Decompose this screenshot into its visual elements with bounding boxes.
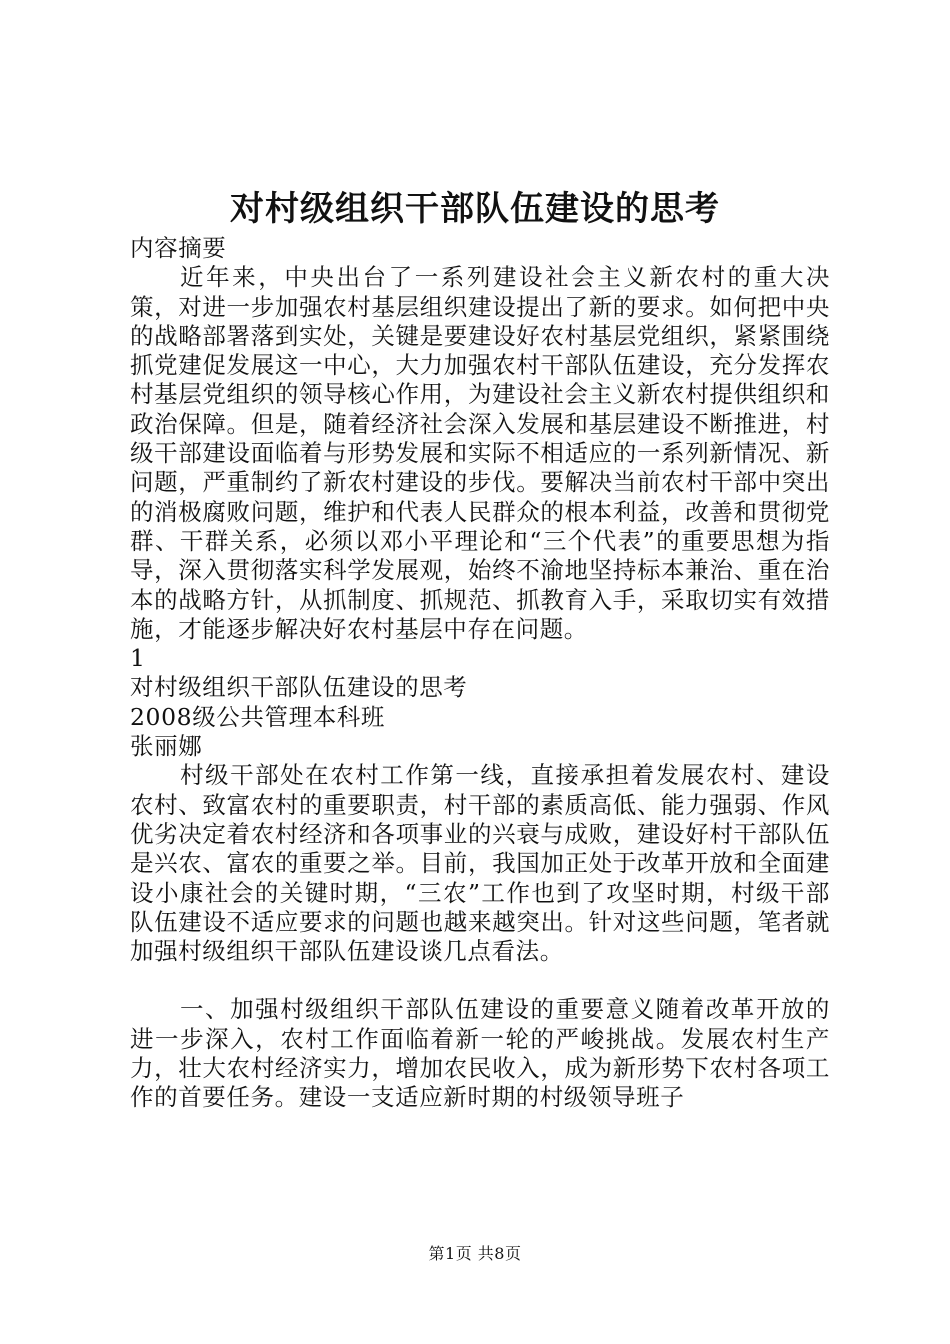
paragraph-spacer [130, 966, 830, 995]
author-name: 张丽娜 [130, 732, 203, 761]
section1-paragraph: 一、加强村级组织干部队伍建设的重要意义随着改革开放的进一步深入，农村工作面临着新一轮的严峻挑战。发展农村生产力，壮大农村经济实力，增加农民收入，成为新形势下农村各项工作的首要任务。建设一支适应新时期的村级领导班子 [130, 995, 830, 1112]
page-footer: 第1页 共8页 [428, 1244, 522, 1263]
document-title: 对村级组织干部队伍建设的思考 [230, 189, 720, 229]
class-line: 2008级公共管理本科班 [130, 702, 386, 731]
section-marker: 1 [130, 644, 146, 673]
document-body [130, 234, 830, 1113]
subtitle: 对村级组织干部队伍建设的思考 [130, 673, 468, 702]
intro-paragraph: 村级干部处在农村工作第一线，直接承担着发展农村、建设农村、致富农村的重要职责，村干部的素质高低、能力强弱、作风优劣决定着农村经济和各项事业的兴衰与成败，建设好村干部队伍是兴农、富农的重要之举。目前，我国加正处于改革开放和全面建设小康社会的关键时期，“三农”工作也到了攻坚时期，村级干部队伍建设不适应要求的问题也越来越突出。针对这些问题，笔者就加强村级组织干部队伍建设谈几点看法。 [130, 761, 830, 966]
abstract-heading: 内容摘要 [130, 234, 227, 262]
abstract-paragraph: 近年来，中央出台了一系列建设社会主义新农村的重大决策，对进一步加强农村基层组织建设提出了新的要求。如何把中央的战略部署落到实处，关键是要建设好农村基层党组织，紧紧围绕抓党建促发展这一中心，大力加强农村干部队伍建设，充分发挥农村基层党组织的领导核心作用，为建设社会主义新农村提供组织和政治保障。但是，随着经济社会深入发展和基层建设不断推进，村级干部建设面临着与形势发展和实际不相适应的一系列新情况、新问题，严重制约了新农村建设的步伐。要解决当前农村干部中突出的消极腐败问题，维护和代表人民群众的根本利益，改善和贯彻党群、干群关系，必须以邓小平理论和“三个代表”的重要思想为指导，深入贯彻落实科学发展观，始终不渝地坚持标本兼治、重在治本的战略方针，从抓制度、抓规范、抓教育入手，采取切实有效措施，才能逐步解决好农村基层中存在问题。 [130, 263, 830, 643]
